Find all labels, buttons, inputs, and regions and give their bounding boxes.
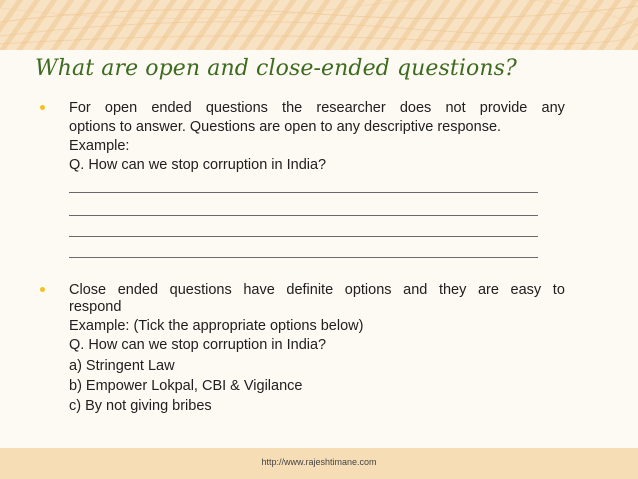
bullet-2-question: Q. How can we stop corruption in India?	[69, 337, 327, 353]
word: definite	[286, 282, 334, 298]
word: options	[344, 282, 392, 298]
option-a: a) Stringent Law	[69, 358, 175, 374]
word: not	[445, 100, 466, 116]
word: ended	[151, 100, 192, 116]
bullet-1-example-label: Example:	[69, 138, 130, 154]
bullet-2-example-label: Example: (Tick the appropriate options below)	[69, 318, 364, 334]
answer-blank-line	[69, 215, 538, 216]
bullet-1-line-1	[69, 99, 565, 118]
word: provide	[479, 100, 528, 116]
word: ended	[117, 282, 159, 298]
footer-url: http://www.rajeshtimane.com	[261, 457, 377, 467]
word: For	[69, 100, 91, 116]
slide-title: What are open and close-ended questions?	[35, 56, 517, 81]
word: they	[438, 282, 467, 298]
word: researcher	[316, 100, 386, 116]
answer-blank-line	[69, 236, 538, 237]
bullet-1-question: Q. How can we stop corruption in India?	[69, 157, 327, 173]
word: easy	[510, 282, 542, 298]
decorative-header-band	[0, 0, 638, 50]
answer-blank-line	[69, 192, 538, 193]
bullet-1-line-2: options to answer. Questions are open to any descriptive response.	[69, 119, 502, 135]
word: the	[282, 100, 303, 116]
option-b: b) Empower Lokpal, CBI & Vigilance	[69, 378, 303, 394]
bullet-2-line-1	[69, 281, 565, 300]
answer-blank-line	[69, 257, 538, 258]
bullet-2-marker	[40, 287, 45, 292]
word: questions	[205, 100, 268, 116]
word: questions	[169, 282, 232, 298]
word: open	[104, 100, 138, 116]
word: have	[243, 282, 275, 298]
option-c: c) By not giving bribes	[69, 398, 212, 414]
word: does	[399, 100, 432, 116]
bullet-1-marker	[40, 105, 45, 110]
word: and	[403, 282, 428, 298]
word: Close	[69, 282, 107, 298]
word: are	[477, 282, 499, 298]
word: to	[552, 282, 565, 298]
word: any	[541, 100, 565, 116]
bullet-2-line-2: respond	[69, 299, 122, 315]
